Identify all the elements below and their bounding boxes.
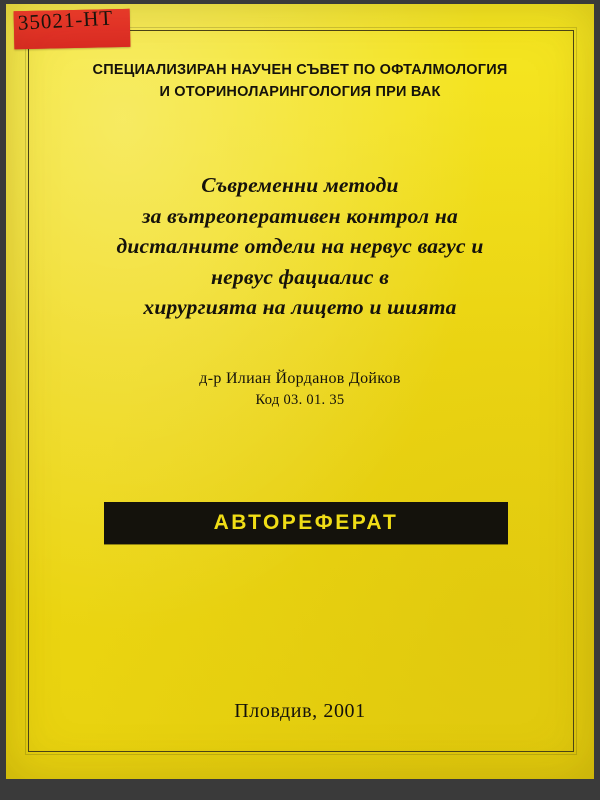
council-line-1: СПЕЦИАЛИЗИРАН НАУЧЕН СЪВЕТ ПО ОФТАЛМОЛОГИЯ [92,62,508,78]
title-line-5: хирургията на лицето и шията [143,295,457,320]
title-line-2: за вътреоперативен контрол на [142,203,458,228]
archival-stamp [14,5,131,49]
document-type-banner [104,502,508,544]
issuing-council [46,60,554,104]
document-type-label: АВТОРЕФЕРАТ [213,511,399,534]
author-name: д-р Илиан Йорданов Дойков [199,370,401,387]
imprint-place-year: Пловдив, 2001 [234,700,366,722]
council-line-2: И ОТОРИНОЛАРИНГОЛОГИЯ ПРИ ВАК [159,83,441,100]
title-line-3: дисталните отдели на нервус вагус и [116,234,484,259]
author-code: Код 03. 01. 35 [255,392,345,408]
document-title [58,170,542,323]
cover-page [6,4,594,779]
archival-stamp-number: 35021-HT [17,5,114,35]
title-line-1: Съвременни методи [201,173,399,197]
author-block [66,370,534,409]
title-line-4: нервус фациалис в [210,264,389,289]
